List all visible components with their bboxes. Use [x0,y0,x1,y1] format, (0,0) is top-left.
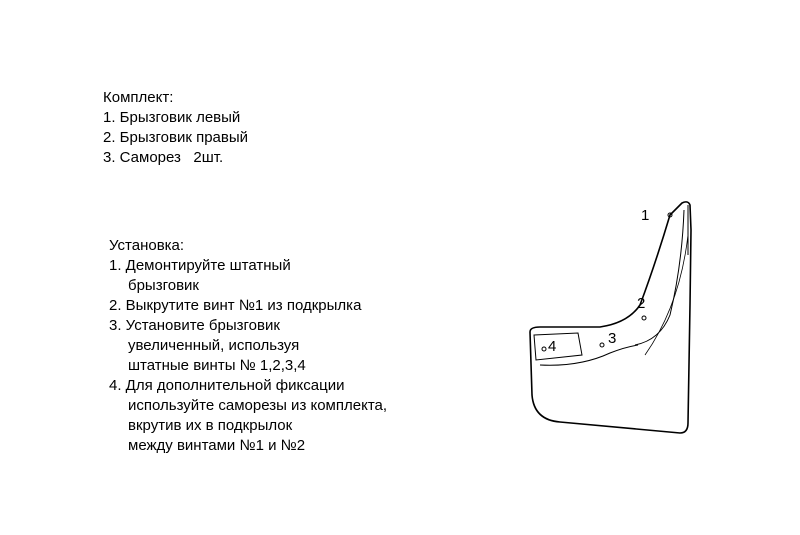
kit-title: Комплект: [103,89,174,106]
mudflap-diagram [520,195,700,445]
step-3-line-3: штатные винты № 1,2,3,4 [128,357,306,374]
kit-item-3: 3. Саморез 2шт. [103,149,224,166]
screw-point-4 [542,347,546,351]
installation-section [109,236,387,456]
mudflap-drawing [520,195,700,445]
mudflap-outline [530,202,691,433]
step-4-line-2: используйте саморезы из комплекта, [128,397,388,414]
step-1-line-1: 1. Демонтируйте штатный [109,257,291,274]
mudflap-panel [534,333,582,360]
mudflap-rib [645,235,688,355]
step-4-line-3: вкрутив их в подкрылок [128,417,293,434]
mudflap-inner-edge [635,210,684,345]
step-4-line-1: 4. Для дополнительной фиксации [109,377,345,394]
label-2: 2 [637,295,646,312]
label-3: 3 [608,330,617,347]
step-3-line-2: увеличенный, используя [128,337,300,354]
step-1-line-2: брызговик [128,277,199,294]
kit-item-2: 2. Брызговик правый [103,129,249,146]
screw-point-2 [642,316,646,320]
step-3-line-1: 3. Установите брызговик [109,317,280,334]
kit-section [103,88,248,168]
label-4: 4 [548,338,557,355]
step-4-line-4: между винтами №1 и №2 [128,437,306,454]
screw-point-3 [600,343,604,347]
step-2-line-1: 2. Выкрутите винт №1 из подкрылка [109,297,362,314]
label-1: 1 [641,207,650,224]
installation-title: Установка: [109,237,185,254]
kit-item-1: 1. Брызговик левый [103,109,241,126]
